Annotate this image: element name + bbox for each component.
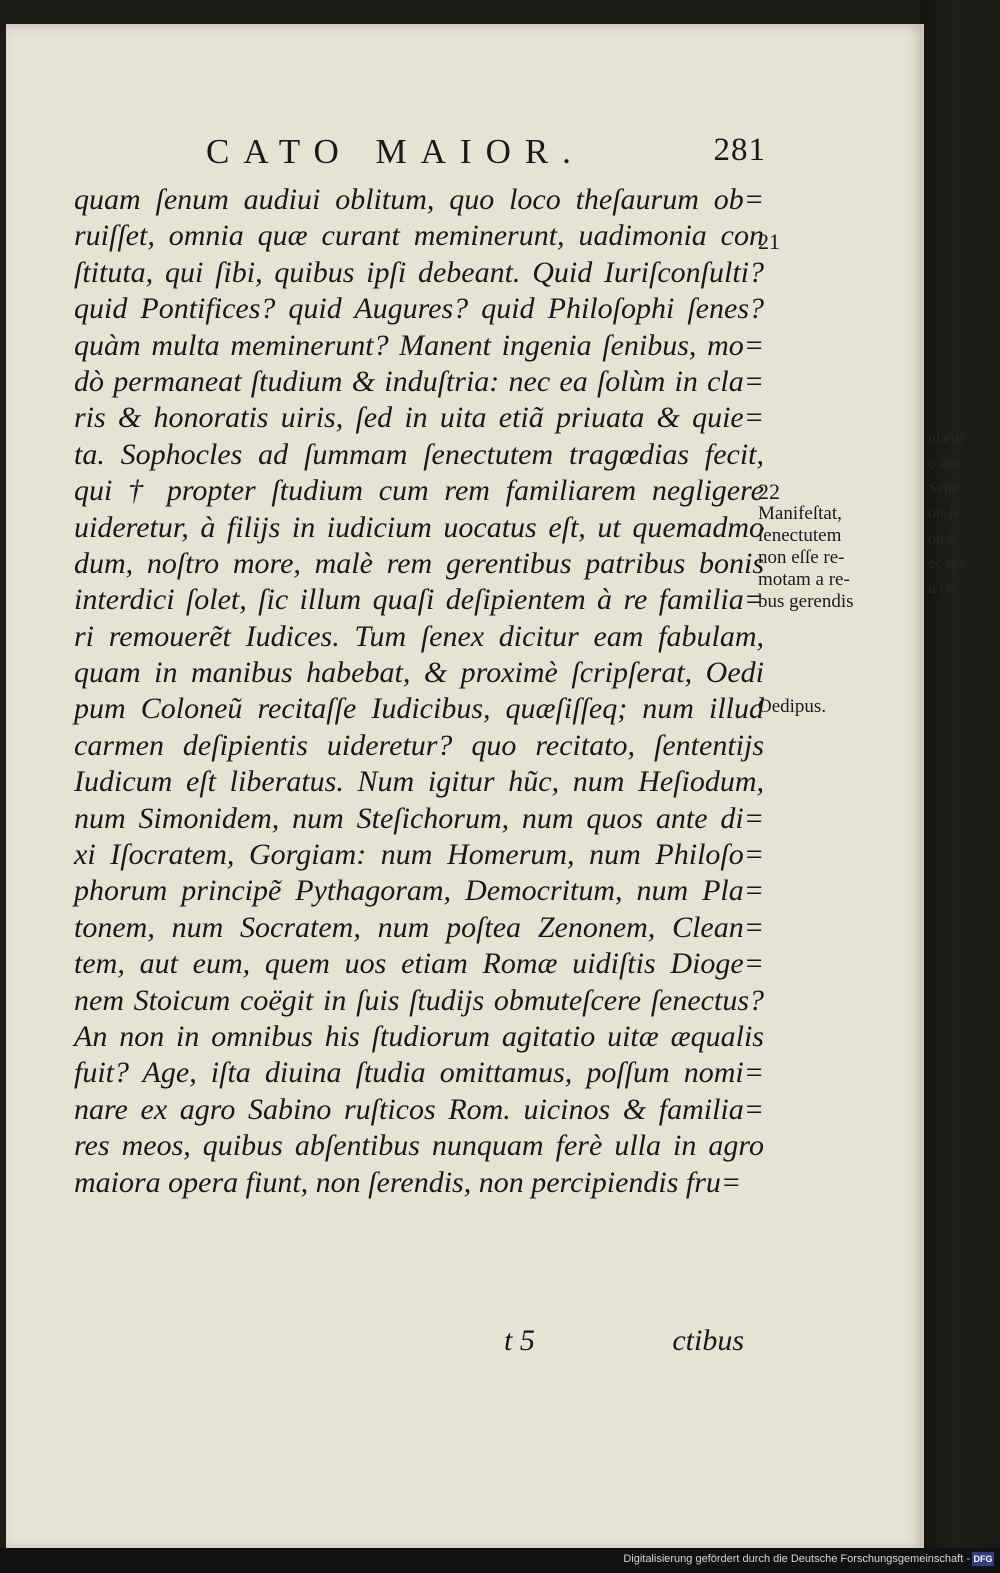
catchline <box>74 1324 744 1360</box>
text-line: quid Pontifices? quid Augures? quid Philoſophi ſenes? <box>74 292 764 326</box>
page-header <box>206 132 766 172</box>
text-line: ſtituta, qui ſibi, quibus ipſi debeant. Quid Iuriſconſulti? <box>74 255 764 289</box>
margin-note-number: 21 <box>758 229 780 254</box>
text-line: res meos, quibus abſentibus nunquam ferè ulla in agro <box>74 1129 764 1163</box>
text-line: An non in omnibus his ſtudiorum agitatio uitæ æqualis <box>74 1019 764 1053</box>
text-line: nem Stoicum coëgit in ſuis ſtudijs obmuteſcere ſenectus? <box>74 983 764 1017</box>
margin-note-line: non eſſe re- <box>758 547 845 568</box>
text-line: dum, noſtro more, malè rem gerentibus patribus bonis <box>74 546 764 580</box>
text-line: uideretur, à filijs in iudicium uocatus eſt, ut quemadmo <box>74 510 764 544</box>
text-line: quam ſenum audiui oblitum, quo loco theſaurum ob= <box>74 183 764 216</box>
text-line: xi Iſocratem, Gorgiam: num Homerum, num Philoſo= <box>74 838 764 872</box>
text-line: tonem, num Socratem, num poſtea Zenonem, Clean= <box>74 910 764 944</box>
bleed-through-text: ec rpi <box>928 555 964 572</box>
text-line: ta. Sophocles ad ſummam ſenectutem tragœdias fecit, <box>74 437 764 471</box>
text-line: dò permaneat ſtudium & induſtria: nec ea ſolùm in cla= <box>74 364 764 398</box>
running-title: CATO MAIOR. <box>206 132 585 171</box>
text-line: quàm multa meminerunt? Manent ingenia ſenibus, mo= <box>74 328 764 362</box>
margin-note-line: motam a re- <box>758 569 850 590</box>
book-page <box>6 24 924 1548</box>
bleed-through-text: oſt ſe <box>928 505 961 522</box>
text-line: phorum principẽ Pythagoram, Democritum, num Pla= <box>74 874 764 908</box>
text-line: interdici ſolet, ſic illum quaſi deſipientem à re familia= <box>74 583 764 617</box>
bleed-through-text: Sene <box>928 480 960 497</box>
text-line: pum Coloneũ recitaſſe Iudicibus, quæſiſſeq; num illud <box>74 692 764 726</box>
margin-note-line: Oedipus. <box>758 696 827 717</box>
bleed-through-text: ula ui <box>928 430 964 447</box>
footer-credit: Digitalisierung gefördert durch die Deutsche Forschungsgemeinschaft - <box>623 1553 970 1565</box>
margin-note-line: bus gerendis <box>758 591 854 612</box>
scan-background <box>920 0 1000 1573</box>
bleed-through-text: o ſen <box>928 455 960 472</box>
bleed-through-text: u ce <box>928 580 955 597</box>
catchword: ctibus <box>672 1324 744 1357</box>
text-line: qui † propter ſtudium cum rem familiarem negligere <box>74 474 764 508</box>
margin-note-21 <box>758 229 928 255</box>
page-number: 281 <box>713 132 766 168</box>
margin-note-oedipus <box>758 696 928 718</box>
margin-note-number: 22 <box>758 479 780 504</box>
text-line: ri remouerẽt Iudices. Tum ſenex dicitur eam fabulam, <box>74 619 764 653</box>
text-line: maiora opera fiunt, non ſerendis, non percipiendis fru= <box>74 1165 742 1199</box>
text-line: ris & honoratis uiris, ſed in uita etiã priuata & quie= <box>74 401 764 435</box>
margin-note-22 <box>758 479 928 613</box>
text-line: ruiſſet, omnia quæ curant meminerunt, uadimonia con <box>74 219 764 253</box>
body-text <box>74 182 764 1201</box>
text-line: Iudicum eſt liberatus. Num igitur hũc, num Heſiodum, <box>74 765 764 799</box>
text-line: carmen deſipientis uideretur? quo recitato, ſententijs <box>74 728 764 762</box>
margin-note-line: Manifeſtat, <box>758 503 842 524</box>
text-line: fuit? Age, iſta diuina ſtudia omittamus, poſſum nomi= <box>74 1056 764 1090</box>
bleed-through-text: on e <box>928 530 956 547</box>
text-line: num Simonidem, num Steſichorum, num quos ante di= <box>74 801 764 835</box>
text-line: quam in manibus habebat, & proximè ſcripſerat, Oedi <box>74 656 764 690</box>
signature-mark: t 5 <box>504 1324 535 1357</box>
margin-note-line: ſenectutem <box>758 525 842 546</box>
margin-note-text <box>758 503 928 613</box>
text-line: tem, aut eum, quem uos etiam Romæ uidiſtis Dioge= <box>74 947 764 981</box>
dfg-logo: DFG <box>973 1554 993 1564</box>
text-line: nare ex agro Sabino ruſticos Rom. uicinos & familia= <box>74 1092 764 1126</box>
